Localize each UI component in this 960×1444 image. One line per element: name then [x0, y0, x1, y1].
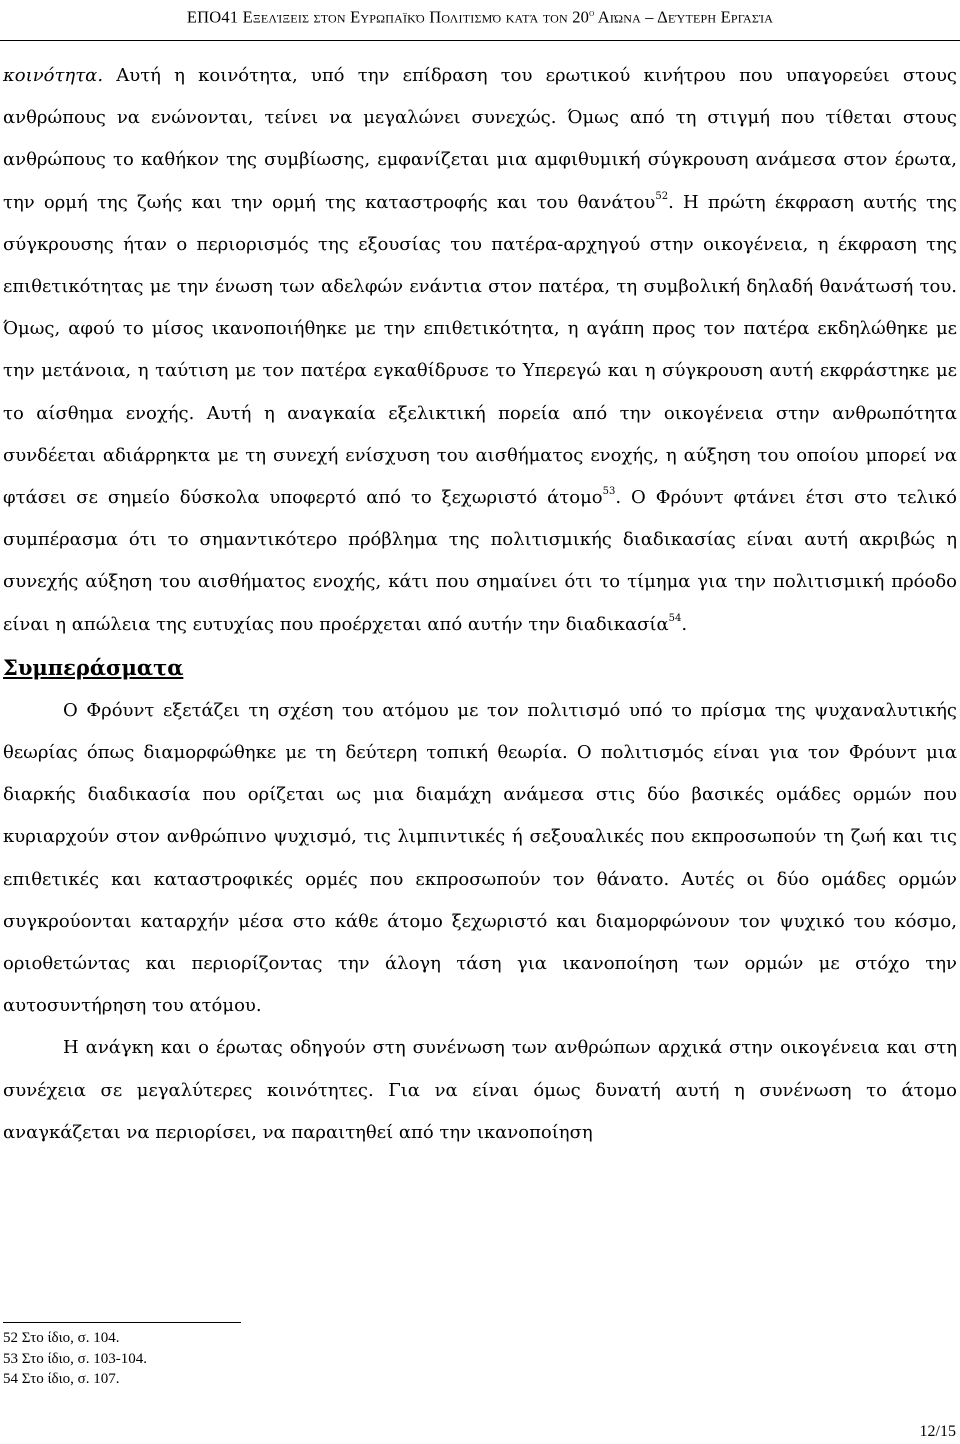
- page-header: [0, 0, 960, 41]
- paragraph-3: Η ανάγκη και ο έρωτας οδηγούν στη συνένωση των ανθρώπων αρχικά στην οικογένεια και στη συνέχεια σε μεγαλύτερες κοινότητες. Για να είναι όμως δυνατή αυτή η συνένωση το άτομο αναγκάζεται να περιορίσει, να παραιτηθεί από την ικανοποίηση: [3, 1037, 957, 1143]
- paragraph-1: [3, 55, 957, 646]
- footnote-divider: [3, 1322, 241, 1323]
- page-number: 12/15: [919, 1423, 956, 1440]
- footnote-ref-53: 53: [602, 486, 616, 498]
- paragraph-1-text-4: .: [681, 613, 688, 635]
- header-superscript: ο: [589, 8, 595, 19]
- paragraph-1-text-2: . Η πρώτη έκφραση αυτής της σύγκρουσης ήταν ο περιορισμός της εξουσίας του πατέρα-αρχηγού στην οικογένεια, η έκφραση της επιθετικότητας με την ένωση των αδελφών ενάντια στον πατέρα, τη συμβολική δηλαδή θανάτωσή του. Όμως, αφού το μίσος ικανοποιήθηκε με την επιθετικότητα, η αγάπη προς τον πατέρα εκδηλώθηκε με την μετάνοια, η ταύτιση με τον πατέρα εγκαθίδρυσε το Υπερεγώ και η σύγκρουση αυτή εκφράστηκε με το αίσθημα ενοχής. Αυτή η αναγκαία εξελικτική πορεία από την οικογένεια στην ανθρωπότητα συνδέεται αδιάρρηκτα με τη συνεχή ενίσχυση του αισθήματος ενοχής, η αύξηση του οποίου μπορεί να φτάσει σε σημείο δύσκολα υποφερτό από το ξεχωριστό άτομο: [3, 191, 958, 509]
- section-heading: Συμπεράσματα: [3, 654, 184, 680]
- paragraph-1-text-3: . Ο Φρόυντ φτάνει έτσι στο τελικό συμπέρασμα ότι το σημαντικότερο πρόβλημα της πολιτισμικής διαδικασίας είναι αυτή ακριβώς η συνεχής αύξηση του αισθήματος ενοχής, κάτι που σημαίνει ότι το τίμημα για την πολιτισμική πρόοδο είναι η απώλεια της ευτυχίας που προέρχεται από αυτήν την διαδικασία: [3, 487, 957, 635]
- footnote-53: 53 Στο ίδιο, σ. 103-104.: [3, 1350, 147, 1367]
- paragraph-2: Ο Φρόυντ εξετάζει τη σχέση του ατόμου με τον πολιτισμό υπό το πρίσμα της ψυχαναλυτικής θεωρίας όπως διαμορφώθηκε με τη δεύτερη τοπική θεωρία. Ο πολιτισμός είναι για τον Φρόυντ μια διαρκής διαδικασία που ορίζεται ως μια διαμάχη ανάμεσα στις δύο βασικές ομάδες ορμών που κυριαρχούν στον ανθρώπινο ψυχισμό, τις λιμπιντικές ή σεξουαλικές που εκπροσωπούν τη ζωή και τις επιθετικές και καταστροφικές ορμές που εκπροσωπούν τον θάνατο. Αυτές οι δύο ομάδες ορμών συγκρούονται καταρχήν μέσα στο κάθε άτομο ξεχωριστό και διαμορφώνουν τον ψυχικό του κόσμο, οριοθετώντας και περιορίζοντας την άλογη τάση για ικανοποίηση των ορμών με στόχο την αυτοσυντήρηση του ατόμου.: [3, 699, 957, 1017]
- footnote-ref-54: 54: [668, 612, 682, 624]
- document-body: [3, 55, 957, 1154]
- footnotes: [3, 1328, 147, 1390]
- footnote-54: 54 Στο ίδιο, σ. 107.: [3, 1371, 120, 1387]
- paragraph-1-text-1: Αυτή η κοινότητα, υπό την επίδραση του ερωτικού κινήτρου που υπαγορεύει στους ανθρώπους να ενώνονται, τείνει να μεγαλώνει συνεχώς. Όμως από τη στιγμή που τίθεται στους ανθρώπους το καθήκον της συμβίωσης, εμφανίζεται μια αμφιθυμική σύγκρουση ανάμεσα στον έρωτα, την ορμή της ζωής και την ορμή της καταστροφής και του θανάτου: [3, 65, 957, 213]
- header-subtitle: Αιώνα – Δεύτερη Εργασία: [594, 7, 774, 27]
- paragraph-1-italic-start: κοινότητα.: [3, 65, 104, 86]
- footnote-52: 52 Στο ίδιο, σ. 104.: [3, 1330, 120, 1346]
- header-title: ΕΠΟ41 Εξελίξεις στον Ευρωπαϊκό Πολιτισμό κατά τον 20: [186, 7, 590, 27]
- footnote-ref-52: 52: [655, 190, 669, 202]
